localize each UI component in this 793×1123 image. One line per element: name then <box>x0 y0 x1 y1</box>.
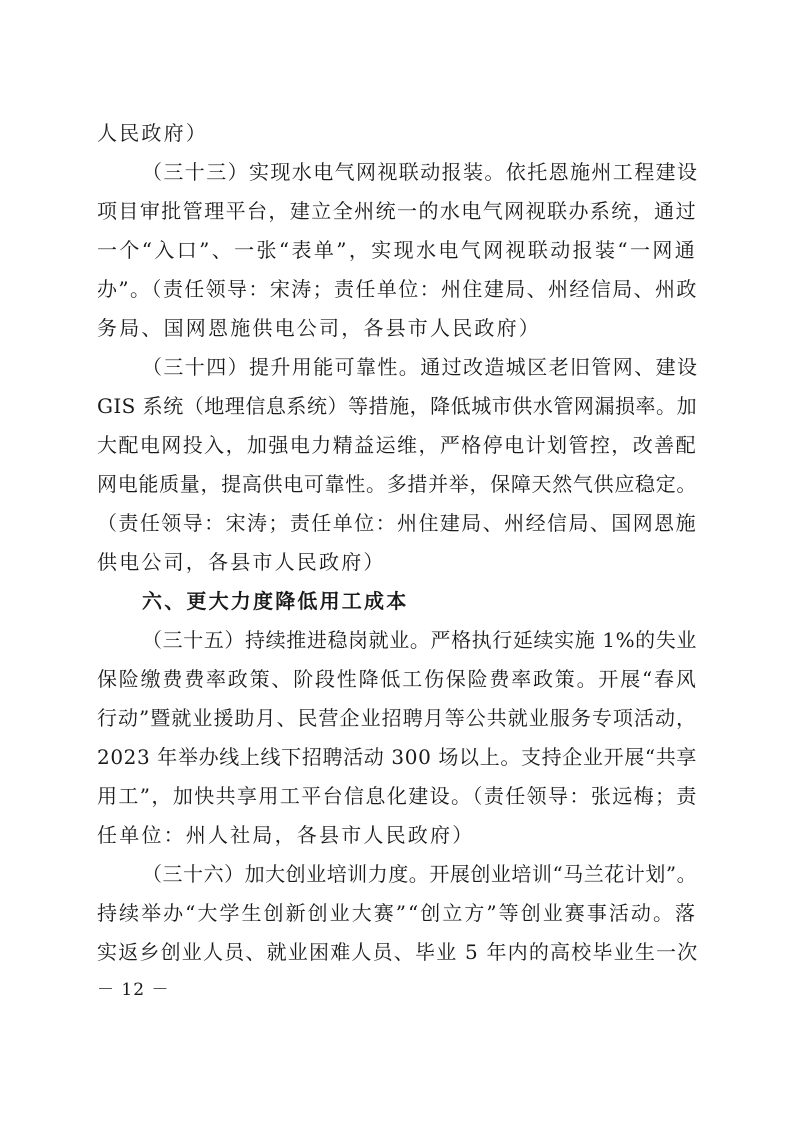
section-heading: 六、更大力度降低用工成本 <box>142 589 409 613</box>
paragraph-line: （责任领导：宋涛；责任单位：州住建局、州经信局、国网恩施 <box>97 511 697 535</box>
paragraph-line: 项目审批管理平台，建立全州统一的水电气网视联办系统，通过 <box>97 199 697 223</box>
paragraph-line: 一个“入口”、一张“表单”，实现水电气网视联动报装“一网通 <box>97 238 697 262</box>
paragraph-line: 务局、国网恩施供电公司，各县市人民政府） <box>97 316 541 340</box>
paragraph-line: 任单位：州人社局，各县市人民政府） <box>97 823 475 847</box>
paragraph-line: 人民政府） <box>97 121 208 145</box>
paragraph-line: 实返乡创业人员、就业困难人员、毕业 5 年内的高校毕业生一次 <box>97 940 699 964</box>
paragraph-line: 持续举办“大学生创新创业大赛”“创立方”等创业赛事活动。落 <box>97 901 697 925</box>
paragraph-line: （三十五）持续推进稳岗就业。严格执行延续实施 1%的失业 <box>142 628 697 652</box>
paragraph-line: 行动”暨就业援助月、民营企业招聘月等公共就业服务专项活动， <box>97 706 697 730</box>
paragraph-line: 供电公司，各县市人民政府） <box>97 550 386 574</box>
paragraph-line: （三十六）加大创业培训力度。开展创业培训“马兰花计划”。 <box>142 862 697 886</box>
paragraph-line: 办”。（责任领导：宋涛；责任单位：州住建局、州经信局、州政 <box>97 277 698 301</box>
paragraph-line: GIS 系统（地理信息系统）等措施，降低城市供水管网漏损率。加 <box>97 394 697 418</box>
paragraph-line: 大配电网投入，加强电力精益运维，严格停电计划管控，改善配 <box>97 433 697 457</box>
paragraph-line: 2023 年举办线上线下招聘活动 300 场以上。支持企业开展“共享 <box>97 745 697 769</box>
paragraph-line: （三十三）实现水电气网视联动报装。依托恩施州工程建设 <box>142 160 699 184</box>
paragraph-line: 网电能质量，提高供电可靠性。多措并举，保障天然气供应稳定。 <box>97 472 697 496</box>
page-number: － 12 － <box>97 980 170 1000</box>
paragraph-line: （三十四）提升用能可靠性。通过改造城区老旧管网、建设 <box>142 355 699 379</box>
paragraph-line: 保险缴费费率政策、阶段性降低工伤保险费率政策。开展“春风 <box>97 667 698 691</box>
paragraph-line: 用工”，加快共享用工平台信息化建设。（责任领导：张远梅；责 <box>97 784 698 808</box>
